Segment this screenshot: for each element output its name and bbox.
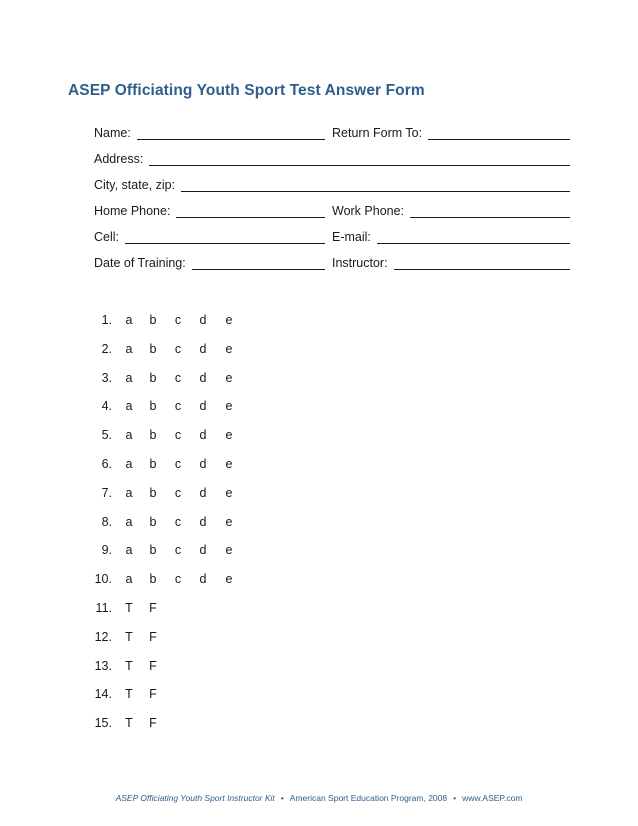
date-training-line[interactable] bbox=[192, 257, 325, 270]
answer-option[interactable]: d bbox=[199, 313, 207, 327]
answer-option[interactable]: e bbox=[225, 457, 233, 471]
answer-option[interactable]: d bbox=[199, 457, 207, 471]
answer-option[interactable]: a bbox=[125, 457, 133, 471]
question-row bbox=[0, 542, 240, 558]
answer-option[interactable]: b bbox=[149, 485, 157, 500]
answer-option[interactable]: T bbox=[125, 716, 133, 731]
home-phone-label: Home Phone: bbox=[94, 204, 171, 218]
answer-option[interactable]: a bbox=[125, 485, 133, 500]
answer-option[interactable]: F bbox=[149, 658, 157, 673]
email-field[interactable] bbox=[332, 230, 570, 244]
answer-option[interactable]: T bbox=[125, 687, 133, 702]
address-line[interactable] bbox=[149, 153, 570, 166]
answer-option[interactable]: e bbox=[225, 428, 233, 443]
answer-option[interactable]: e bbox=[225, 543, 233, 558]
question-number: 8. bbox=[101, 514, 112, 529]
question-row bbox=[0, 427, 240, 443]
answer-option[interactable]: c bbox=[174, 514, 182, 529]
answer-option[interactable]: F bbox=[149, 629, 157, 644]
instructor-label: Instructor: bbox=[332, 256, 388, 270]
answer-option[interactable]: b bbox=[149, 399, 157, 414]
answer-option[interactable]: T bbox=[125, 601, 133, 615]
question-row bbox=[0, 600, 240, 616]
answer-option[interactable]: a bbox=[125, 572, 133, 587]
answer-option[interactable]: d bbox=[199, 572, 207, 587]
answer-option[interactable]: c bbox=[174, 341, 182, 356]
cell-label: Cell: bbox=[94, 230, 120, 244]
answer-option[interactable]: c bbox=[174, 313, 182, 327]
email-label: E-mail: bbox=[332, 230, 371, 244]
answer-option[interactable]: F bbox=[149, 601, 157, 615]
answer-option[interactable]: a bbox=[125, 341, 133, 356]
home-phone-field[interactable] bbox=[94, 204, 325, 218]
answer-option[interactable]: d bbox=[199, 370, 207, 385]
answer-option[interactable]: b bbox=[149, 313, 157, 327]
answer-option[interactable]: T bbox=[125, 629, 133, 644]
work-phone-field[interactable] bbox=[332, 204, 570, 218]
answer-option[interactable]: a bbox=[125, 514, 133, 529]
answer-option[interactable]: c bbox=[174, 485, 182, 500]
answer-option[interactable]: T bbox=[125, 658, 133, 673]
question-row bbox=[0, 456, 240, 472]
question-row bbox=[0, 715, 240, 731]
home-phone-line[interactable] bbox=[176, 205, 325, 218]
question-row bbox=[0, 571, 240, 587]
question-row bbox=[0, 341, 240, 357]
answer-option[interactable]: e bbox=[225, 514, 233, 529]
footer-kit: ASEP Officiating Youth Sport Instructor Kit bbox=[115, 793, 275, 803]
question-row bbox=[0, 514, 240, 530]
footer-bullet-2: • bbox=[453, 793, 457, 803]
answer-option[interactable]: b bbox=[149, 370, 157, 385]
question-row bbox=[0, 370, 240, 386]
answer-option[interactable]: e bbox=[225, 399, 233, 414]
question-number: 10. bbox=[94, 572, 112, 587]
answer-option[interactable]: c bbox=[174, 370, 182, 385]
form-title: ASEP Officiating Youth Sport Test Answer Form bbox=[68, 82, 425, 99]
answer-option[interactable]: e bbox=[225, 341, 233, 356]
answer-option[interactable]: b bbox=[149, 514, 157, 529]
answer-option[interactable]: d bbox=[199, 543, 207, 558]
footer-bullet-1: • bbox=[280, 793, 284, 803]
answer-option[interactable]: e bbox=[225, 572, 233, 587]
answer-option[interactable]: F bbox=[149, 687, 157, 702]
cell-line[interactable] bbox=[125, 231, 325, 244]
work-phone-line[interactable] bbox=[410, 205, 570, 218]
return-to-line[interactable] bbox=[428, 127, 570, 140]
question-row bbox=[0, 485, 240, 501]
answer-option[interactable]: c bbox=[174, 457, 182, 471]
footer-program: American Sport Education Program, 2008 bbox=[289, 793, 448, 803]
question-row bbox=[0, 686, 240, 702]
question-number: 2. bbox=[101, 341, 112, 356]
city-field[interactable] bbox=[94, 178, 570, 192]
answer-option[interactable]: e bbox=[225, 313, 233, 327]
question-number: 1. bbox=[101, 313, 112, 327]
answer-option[interactable]: a bbox=[125, 370, 133, 385]
question-number: 9. bbox=[101, 543, 112, 558]
question-number: 5. bbox=[101, 428, 112, 443]
question-row bbox=[0, 398, 240, 414]
answer-option[interactable]: d bbox=[199, 485, 207, 500]
answer-option[interactable]: d bbox=[199, 514, 207, 529]
email-line[interactable] bbox=[377, 231, 570, 244]
answer-option[interactable]: b bbox=[149, 341, 157, 356]
answer-option[interactable]: a bbox=[125, 428, 133, 443]
question-number: 11. bbox=[95, 601, 112, 615]
field-row-cell bbox=[94, 228, 570, 244]
field-row-address bbox=[94, 150, 570, 166]
question-row bbox=[0, 629, 240, 645]
instructor-line[interactable] bbox=[394, 257, 570, 270]
field-row-phone bbox=[94, 202, 570, 218]
name-field[interactable] bbox=[94, 126, 325, 140]
name-label: Name: bbox=[94, 126, 131, 140]
answer-option[interactable]: F bbox=[149, 716, 157, 731]
question-number: 3. bbox=[101, 370, 112, 385]
answer-option[interactable]: c bbox=[174, 399, 182, 414]
answer-option[interactable]: b bbox=[149, 428, 157, 443]
address-field[interactable] bbox=[94, 152, 570, 166]
answer-option[interactable]: c bbox=[174, 572, 182, 587]
question-number: 14. bbox=[94, 687, 112, 702]
work-phone-label: Work Phone: bbox=[332, 204, 405, 218]
city-label: City, state, zip: bbox=[94, 178, 176, 192]
cell-field[interactable] bbox=[94, 230, 325, 244]
footer-url[interactable]: www.ASEP.com bbox=[462, 793, 523, 803]
field-row-training bbox=[94, 254, 570, 270]
field-row-name bbox=[94, 124, 570, 140]
answer-option[interactable]: d bbox=[199, 341, 207, 356]
name-line[interactable] bbox=[137, 127, 325, 140]
date-training-field[interactable] bbox=[94, 256, 325, 270]
instructor-field[interactable] bbox=[332, 256, 570, 270]
question-number: 6. bbox=[101, 457, 112, 471]
answer-option[interactable]: c bbox=[174, 543, 182, 558]
answer-option[interactable]: e bbox=[225, 485, 233, 500]
answer-option[interactable]: c bbox=[174, 428, 182, 443]
answer-option[interactable]: e bbox=[225, 370, 233, 385]
question-number: 12. bbox=[94, 629, 112, 644]
answer-option[interactable]: b bbox=[149, 457, 157, 471]
page-footer bbox=[0, 793, 638, 803]
return-to-field[interactable] bbox=[332, 126, 570, 140]
date-training-label: Date of Training: bbox=[94, 256, 186, 270]
answer-option[interactable]: a bbox=[125, 399, 133, 414]
city-line[interactable] bbox=[181, 179, 570, 192]
answer-option[interactable]: b bbox=[149, 572, 157, 587]
question-number: 7. bbox=[101, 485, 112, 500]
answer-option[interactable]: a bbox=[125, 313, 133, 327]
answer-option[interactable]: d bbox=[199, 399, 207, 414]
return-to-label: Return Form To: bbox=[332, 126, 423, 140]
question-number: 13. bbox=[94, 658, 112, 673]
answer-option[interactable]: d bbox=[199, 428, 207, 443]
question-row bbox=[0, 312, 240, 328]
question-number: 15. bbox=[94, 716, 112, 731]
answer-option[interactable]: a bbox=[125, 543, 133, 558]
question-number: 4. bbox=[101, 399, 112, 414]
address-label: Address: bbox=[94, 152, 144, 166]
answer-option[interactable]: b bbox=[149, 543, 157, 558]
question-row bbox=[0, 658, 240, 674]
field-row-city bbox=[94, 176, 570, 192]
